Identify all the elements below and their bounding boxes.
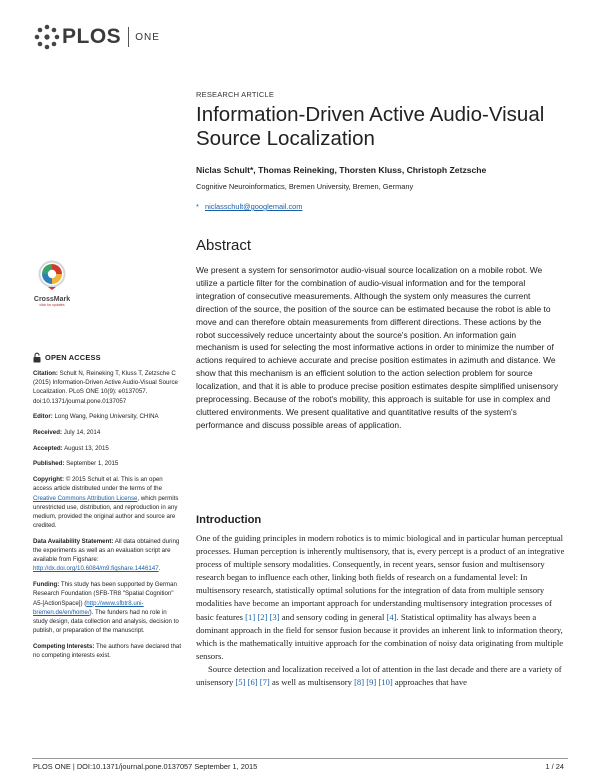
crossmark-badge[interactable] bbox=[32, 260, 72, 307]
abstract-text: We present a system for sensorimotor audio-visual source localization on a mobile robot. We utilize a particle filter for the combination of audio-visual information and for the temporal integration of consecutive measurements. Although the system only measures the current direction of the source, the position of the source can be estimated because the robot is able to move and can therefore obtain measurements from different directions. These actions by the robot successively reduce uncertainty about the source's position. An information gain mechanism is used for selecting the most informative actions in order to minimize the number of actions required to achieve accurate and precise position estimates in azimuth and distance. We show that this mechanism is an efficient solution to the action selection problem for source localization, and that it is able to produce precise position estimates despite simplified unisensory preprocessing. Because of the robot's mobility, this approach is suitable for use in complex and cluttered environments. We present qualitative and quantitative results of the system's performance and discuss possible areas of application. bbox=[196, 265, 559, 430]
received-label: Received: bbox=[33, 429, 63, 437]
citation-label: Citation: bbox=[33, 370, 58, 377]
license-link[interactable]: Creative Commons Attribution License bbox=[33, 494, 138, 502]
abstract-heading: Abstract bbox=[196, 237, 252, 254]
logo-journal-text: ONE bbox=[135, 31, 160, 43]
data-availability-text: All data obtained during the experiments as well as an evaluation script are available from Figshare: bbox=[33, 537, 180, 564]
intro-paragraph-1 bbox=[196, 532, 566, 663]
editor-label: Editor: bbox=[33, 413, 53, 421]
data-availability-end: . bbox=[158, 565, 161, 573]
citation-block bbox=[33, 369, 183, 406]
reference-link[interactable]: [2] bbox=[257, 611, 268, 622]
article-title: Information-Driven Active Audio-Visual Source Localization bbox=[196, 103, 545, 150]
received-block bbox=[33, 428, 183, 437]
reference-link[interactable]: [9] bbox=[366, 677, 377, 688]
open-access-label: OPEN ACCESS bbox=[45, 352, 101, 362]
reference-link[interactable]: [7] bbox=[259, 677, 270, 688]
article-type: RESEARCH ARTICLE bbox=[196, 90, 275, 99]
logo-divider bbox=[128, 27, 129, 47]
logo-plos-text: PLOS bbox=[62, 25, 122, 48]
copyright-text-post: , which permits unrestricted use, distribution, and reproduction in any medium, provided the original author and source are credited. bbox=[33, 494, 179, 530]
funding-link[interactable]: http://www.sfbtr8.uni-bremen.de/en/home/ bbox=[33, 599, 144, 616]
reference-link[interactable]: [1] bbox=[245, 611, 256, 622]
editor-text: Long Wang, Peking University, CHINA bbox=[54, 413, 159, 421]
author-list: Niclas Schult*, Thomas Reineking, Thorsten Kluss, Christoph Zetzsche bbox=[196, 165, 487, 175]
data-availability-block bbox=[33, 537, 183, 574]
affiliation: Cognitive Neuroinformatics, Bremen University, Bremen, Germany bbox=[196, 182, 414, 191]
accepted-date: August 13, 2015 bbox=[64, 444, 109, 452]
reference-link[interactable]: [3] bbox=[269, 611, 280, 622]
page-number: 1 / 24 bbox=[545, 762, 564, 771]
plos-one-logo[interactable] bbox=[34, 24, 160, 50]
published-block bbox=[33, 459, 183, 468]
footer-citation: PLOS ONE | DOI:10.1371/journal.pone.0137057 September 1, 2015 bbox=[33, 762, 258, 771]
published-label: Published: bbox=[33, 460, 65, 468]
intro-p1-text-c: . Statistical optimality has always been a dominant approach in the field for sensor fusion because it provides an inherent link to information theory, which is the mathematically intuitive approach for the combination of noisy data originating from multiple sensors. bbox=[196, 611, 564, 661]
crossmark-sublabel: click for updates bbox=[39, 303, 65, 307]
competing-interests-label: Competing Interests: bbox=[33, 642, 95, 650]
competing-interests-block bbox=[33, 642, 183, 660]
copyright-text-pre: © 2015 Schult et al. This is an open access article distributed under the terms of the bbox=[33, 476, 163, 493]
intro-p2-text-b: as well as multisensory bbox=[269, 677, 355, 688]
intro-p1-text-b: and sensory coding in general bbox=[279, 611, 387, 622]
footer-rule bbox=[32, 758, 568, 759]
intro-paragraph-2 bbox=[196, 663, 566, 689]
editor-block bbox=[33, 412, 183, 421]
copyright-label: Copyright: bbox=[33, 476, 65, 484]
reference-link[interactable]: [10] bbox=[378, 677, 393, 688]
crossmark-icon bbox=[38, 260, 66, 290]
published-date: September 1, 2015 bbox=[66, 460, 119, 468]
reference-link[interactable]: [6] bbox=[247, 677, 258, 688]
data-availability-label: Data Availability Statement: bbox=[33, 537, 114, 545]
corresponding-email-line bbox=[196, 202, 302, 211]
received-date: July 14, 2014 bbox=[63, 429, 101, 437]
intro-p2-text-a: Source detection and localization received a lot of attention in the last decade and there are a variety of unisensory bbox=[196, 663, 562, 688]
reference-link[interactable]: [4] bbox=[386, 611, 397, 622]
accepted-label: Accepted: bbox=[33, 444, 63, 452]
introduction-body bbox=[196, 532, 566, 689]
intro-p2-text-c: approaches that have bbox=[392, 677, 467, 688]
plos-dots-icon bbox=[34, 24, 60, 50]
reference-link[interactable]: [8] bbox=[354, 677, 365, 688]
funding-label: Funding: bbox=[33, 581, 60, 589]
intro-p1-text-a: One of the guiding principles in modern robotics is to mimic biological and in particular human perceptual processes. Human perception is inherently multisensory, that is, every percept is a product of an integrative process of multiple sensory modalities. Consequently, in recent years, sensor fusion and multisensory research began to influence each other, linking both fields of research on a fundamental level: In multisensory research, statistically optimal solutions for the integration of data from multiple sensory modalities have become an important approach for understanding multisensory integration processes of basic features bbox=[196, 533, 565, 622]
corresponding-marker: * bbox=[196, 202, 199, 211]
competing-interests-text: The authors have declared that no competing interests exist. bbox=[33, 642, 182, 660]
copyright-block bbox=[33, 475, 183, 530]
funding-block bbox=[33, 580, 183, 635]
crossmark-label: CrossMark bbox=[33, 296, 71, 303]
reference-link[interactable]: [5] bbox=[235, 677, 246, 688]
figshare-link[interactable]: http://dx.doi.org/10.6084/m9.figshare.1446147 bbox=[33, 565, 159, 573]
article-metadata-sidebar bbox=[33, 352, 183, 667]
open-lock-icon bbox=[33, 352, 41, 363]
email-link[interactable]: niclasschult@googlemail.com bbox=[204, 202, 303, 211]
funding-text-post: ). The funders had no role in study design, data collection and analysis, decision to publish, or preparation of the manuscript. bbox=[33, 608, 179, 635]
introduction-heading: Introduction bbox=[196, 514, 262, 526]
citation-text: Schult N, Reineking T, Kluss T, Zetzsche C (2015) Information-Driven Active Audio-Visual Source Localization. PLoS ONE 10(9): e0137057. doi:10.1371/journal.pone.0137057 bbox=[33, 370, 178, 405]
accepted-block bbox=[33, 444, 183, 453]
open-access-badge bbox=[33, 352, 183, 363]
funding-text-pre: This study has been supported by German Research Foundation (SFB-TR8 "Spatial Cognition" A5-[ActionSpace]) ( bbox=[33, 581, 177, 607]
